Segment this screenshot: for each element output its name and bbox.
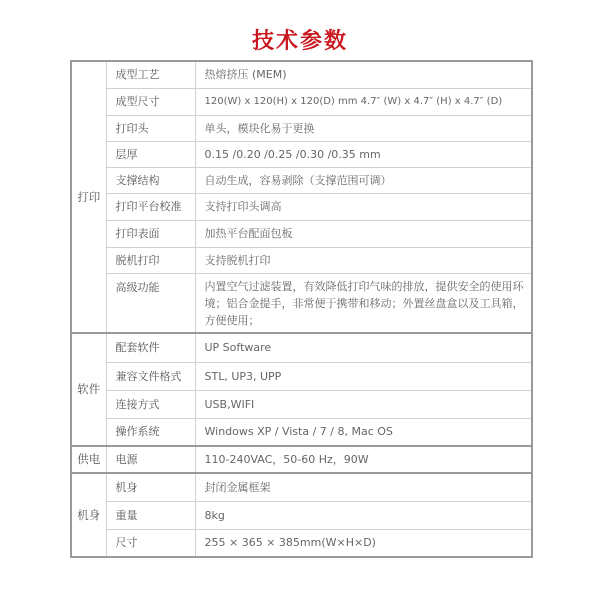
table-row (71, 61, 532, 88)
table-row (71, 418, 532, 446)
spec-value: 热熔挤压 (MEM) (195, 61, 532, 88)
spec-value: 支持脱机打印 (195, 247, 532, 273)
table-row (71, 88, 532, 115)
spec-value: 封闭金属框架 (195, 473, 532, 501)
spec-value: 加热平台配面包板 (195, 220, 532, 247)
spec-key: 连接方式 (106, 390, 195, 418)
spec-key: 机身 (106, 473, 195, 501)
section-label-power: 供电 (71, 446, 106, 473)
table-row (71, 390, 532, 418)
spec-table (70, 60, 533, 558)
table-row (71, 220, 532, 247)
spec-value: 120(W) x 120(H) x 120(D) mm 4.7″ (W) x 4.7″ (H) x 4.7″ (D) (195, 88, 532, 115)
spec-key: 兼容文件格式 (106, 362, 195, 390)
table-row (71, 141, 532, 167)
spec-key: 尺寸 (106, 529, 195, 557)
table-row (71, 501, 532, 529)
spec-key: 层厚 (106, 141, 195, 167)
spec-key: 打印表面 (106, 220, 195, 247)
table-row (71, 473, 532, 501)
spec-key: 高级功能 (106, 273, 195, 333)
spec-key: 支撑结构 (106, 167, 195, 193)
table-row (71, 529, 532, 557)
spec-value: 单头，模块化易于更换 (195, 115, 532, 141)
spec-value: UP Software (195, 333, 532, 362)
table-row (71, 333, 532, 362)
spec-value: 内置空气过滤装置，有效降低打印气味的排放，提供安全的使用环境；铝合金提手，非常便于携带和移动；外置丝盘盒以及工具箱，方便使用； (195, 273, 532, 333)
spec-key: 操作系统 (106, 418, 195, 446)
spec-key: 重量 (106, 501, 195, 529)
spec-key: 配套软件 (106, 333, 195, 362)
spec-value: Windows XP / Vista / 7 / 8, Mac OS (195, 418, 532, 446)
section-label-body: 机身 (71, 473, 106, 557)
spec-value: 支持打印头调高 (195, 193, 532, 220)
spec-key: 脱机打印 (106, 247, 195, 273)
spec-key: 打印头 (106, 115, 195, 141)
section-label-print: 打印 (71, 61, 106, 333)
table-row (71, 193, 532, 220)
spec-key: 成型工艺 (106, 61, 195, 88)
spec-value: STL, UP3, UPP (195, 362, 532, 390)
table-row (71, 167, 532, 193)
table-row (71, 446, 532, 473)
table-row (71, 273, 532, 333)
spec-value: 自动生成，容易剥除（支撑范围可调） (195, 167, 532, 193)
spec-key: 成型尺寸 (106, 88, 195, 115)
spec-key: 电源 (106, 446, 195, 473)
spec-value: 0.15 /0.20 /0.25 /0.30 /0.35 mm (195, 141, 532, 167)
page-title: 技术参数 (251, 29, 348, 54)
table-row (71, 362, 532, 390)
spec-value: 255 × 365 × 385mm(W×H×D) (195, 529, 532, 557)
spec-value: 110-240VAC，50-60 Hz，90W (195, 446, 532, 473)
spec-key: 打印平台校准 (106, 193, 195, 220)
spec-value: 8kg (195, 501, 532, 529)
spec-value: USB,WIFI (195, 390, 532, 418)
table-row (71, 247, 532, 273)
table-row (71, 115, 532, 141)
section-label-software: 软件 (71, 333, 106, 446)
